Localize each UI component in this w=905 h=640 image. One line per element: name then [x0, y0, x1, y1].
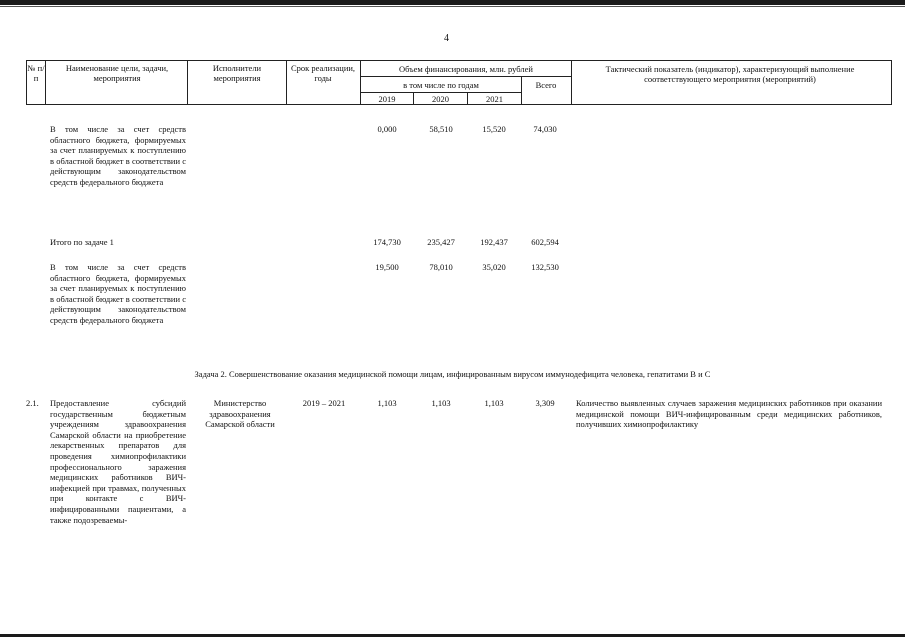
- header-year-2020: 2020: [432, 94, 449, 104]
- value-2020: 1,103: [431, 398, 451, 408]
- value-2020: 78,010: [429, 262, 453, 272]
- header-term: Срок реализации, годы: [290, 63, 356, 83]
- header-financing: Объем финансирования, млн. рублей: [399, 64, 533, 74]
- divider: [360, 76, 571, 77]
- value-2019: 1,103: [377, 398, 397, 408]
- divider: [187, 60, 188, 105]
- divider: [360, 92, 521, 93]
- item-number: 2.1.: [26, 398, 39, 408]
- bottom-border: [0, 634, 905, 637]
- value-2021: 192,437: [480, 237, 508, 247]
- value-2019: 0,000: [377, 124, 397, 134]
- task-2-heading: Задача 2. Совершенствование оказания медицинской помощи лицам, инфицированным вирусом иммунодефицита человека, гепатитами В и С: [194, 369, 711, 379]
- value-2021: 1,103: [484, 398, 504, 408]
- item-executor: Министерство здравоохранения Самарской области: [205, 398, 275, 430]
- page-number: 4: [444, 33, 449, 44]
- value-total: 3,309: [535, 398, 555, 408]
- header-executor: Исполнители мероприятия: [212, 63, 262, 83]
- header-name: Наименование цели, задачи, мероприятия: [65, 63, 169, 83]
- value-2020: 235,427: [427, 237, 455, 247]
- top-border: [0, 0, 905, 5]
- row-name: Итого по задаче 1: [50, 237, 114, 247]
- header-total: Всего: [535, 80, 557, 90]
- divider: [571, 60, 572, 105]
- value-2020: 58,510: [429, 124, 453, 134]
- header-indicator: Тактический показатель (индикатор), характеризующий выполнение соответствующего мероприятия (мероприятий): [605, 64, 855, 84]
- header-year-2019: 2019: [378, 94, 396, 104]
- item-name: Предоставление субсидий государственным бюджетным учреждениям здравоохранения Самарской области на приобретение лекарственных препаратов для проведения химиопрофилактики профессионального заражения медицинских работников ВИЧ-инфекцией при травмах, полученных при контакте с ВИЧ-инфицированными пациентами, а также подозреваемы-: [50, 398, 186, 525]
- value-total: 74,030: [533, 124, 557, 134]
- value-2019: 174,730: [373, 237, 401, 247]
- header-year-2021: 2021: [486, 94, 503, 104]
- value-2021: 15,520: [482, 124, 506, 134]
- value-total: 602,594: [531, 237, 559, 247]
- divider: [286, 60, 287, 105]
- row-name: В том числе за счет средств областного бюджета, формируемых за счет планируемых к поступлению в областной бюджет в соответствии с действующим законодательством средств федерального бюджета: [50, 262, 186, 325]
- header-years-group: в том числе по годам: [403, 80, 479, 90]
- top-border-thin: [0, 6, 905, 7]
- item-term: 2019 – 2021: [302, 398, 346, 408]
- value-2021: 35,020: [482, 262, 506, 272]
- header-num: № п/п: [27, 63, 45, 83]
- row-name: В том числе за счет средств областного бюджета, формируемых за счет планируемых к поступлению в областной бюджет в соответствии с действующим законодательством средств федерального бюджета: [50, 124, 186, 187]
- value-2019: 19,500: [375, 262, 399, 272]
- item-indicator: Количество выявленных случаев заражения медицинских работников при оказании медицинской помощи ВИЧ-инфицированным среди медицинских работников, получивших химиопрофилактику: [576, 398, 882, 430]
- divider: [45, 60, 46, 105]
- value-total: 132,530: [531, 262, 559, 272]
